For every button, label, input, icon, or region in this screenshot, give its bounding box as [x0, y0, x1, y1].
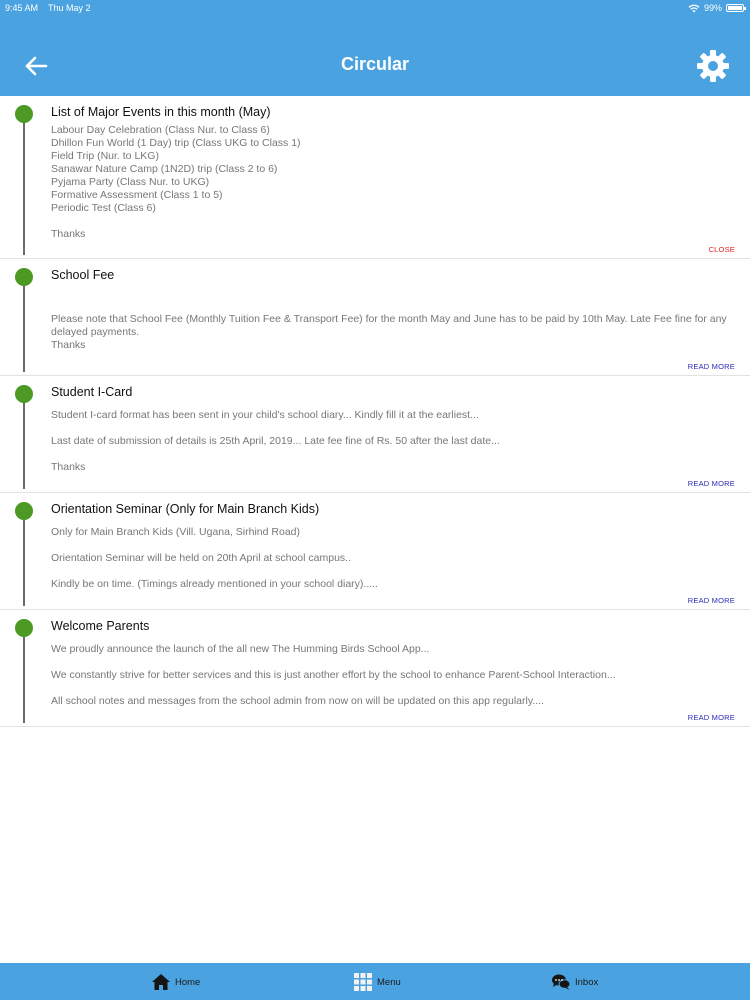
circular-list	[0, 96, 750, 727]
timeline-dot	[15, 105, 33, 123]
tab-menu[interactable]	[353, 973, 401, 991]
timeline-dot	[15, 502, 33, 520]
circular-item[interactable]	[0, 259, 750, 376]
tab-home-label: Home	[175, 976, 201, 988]
circular-body	[51, 409, 736, 474]
body-line: Thanks	[51, 228, 86, 240]
circular-title: School Fee	[51, 268, 115, 282]
timeline-line	[23, 390, 25, 489]
tab-menu-label: Menu	[377, 976, 401, 988]
body-line: Thanks	[51, 461, 86, 473]
body-line: We proudly announce the launch of the all new The Humming Birds School App...	[51, 643, 430, 655]
body-line: Only for Main Branch Kids (Vill. Ugana, Sirhind Road)	[51, 526, 301, 538]
read-more-button[interactable]: READ MORE	[687, 479, 735, 488]
timeline-dot	[15, 619, 33, 637]
chat-bubbles-icon	[551, 973, 571, 991]
body-line: Thanks	[51, 339, 86, 351]
timeline-dot	[15, 385, 33, 403]
status-time: 9:45 AM	[5, 3, 39, 13]
circular-title: List of Major Events in this month (May)	[51, 105, 271, 119]
home-icon	[151, 973, 171, 991]
grid-icon	[353, 973, 373, 991]
body-line: Student I-card format has been sent in your child's school diary... Kindly fill it at the earliest...	[51, 409, 479, 421]
body-line: Formative Assessment (Class 1 to 5)	[51, 189, 223, 201]
circular-item[interactable]	[0, 96, 750, 259]
settings-button[interactable]	[696, 49, 730, 83]
gear-icon	[697, 50, 729, 82]
circular-title: Orientation Seminar (Only for Main Branch Kids)	[51, 502, 320, 516]
timeline-dot	[15, 268, 33, 286]
status-bar	[0, 0, 750, 16]
circular-body	[51, 313, 736, 352]
body-line: Sanawar Nature Camp (1N2D) trip (Class 2 to 6)	[51, 163, 278, 175]
body-line: We constantly strive for better services and this is just another effort by the school to enhance Parent-School Interaction...	[51, 669, 616, 681]
body-line: Periodic Test (Class 6)	[51, 202, 156, 214]
page-title: Circular	[340, 54, 410, 74]
status-indicators	[688, 0, 744, 16]
body-line: Dhillon Fun World (1 Day) trip (Class UKG to Class 1)	[51, 137, 301, 149]
battery-percent: 99%	[703, 3, 722, 13]
close-button[interactable]: CLOSE	[708, 245, 735, 254]
read-more-button[interactable]: READ MORE	[687, 362, 735, 371]
read-more-button[interactable]: READ MORE	[687, 713, 735, 722]
tab-inbox[interactable]	[551, 973, 598, 991]
body-line: Orientation Seminar will be held on 20th April at school campus..	[51, 552, 351, 564]
body-line: Last date of submission of details is 25th April, 2019... Late fee fine of Rs. 50 after the last date...	[51, 435, 500, 447]
bottom-tab-bar	[0, 963, 750, 1000]
circular-item[interactable]	[0, 610, 750, 727]
body-line: Kindly be on time. (Timings already mentioned in your school diary).....	[51, 578, 379, 590]
timeline-line	[23, 507, 25, 606]
circular-body	[51, 124, 736, 241]
body-line: Pyjama Party (Class Nur. to UKG)	[51, 176, 210, 188]
timeline-line	[23, 110, 25, 255]
wifi-icon	[688, 4, 700, 13]
tab-inbox-label: Inbox	[575, 976, 599, 988]
circular-item[interactable]	[0, 493, 750, 610]
timeline-line	[23, 624, 25, 723]
battery-icon	[726, 4, 744, 12]
circular-body	[51, 526, 736, 591]
body-line: All school notes and messages from the school admin from now on will be updated on this app regularly....	[51, 695, 544, 707]
status-date: Thu May 2	[48, 3, 91, 13]
app-header	[0, 0, 750, 96]
circular-title: Student I-Card	[51, 385, 133, 399]
circular-item[interactable]	[0, 376, 750, 493]
body-line: Labour Day Celebration (Class Nur. to Class 6)	[51, 124, 270, 136]
circular-title: Welcome Parents	[51, 619, 150, 633]
body-line: Field Trip (Nur. to LKG)	[51, 150, 159, 162]
read-more-button[interactable]: READ MORE	[687, 596, 735, 605]
tab-home[interactable]	[151, 973, 200, 991]
body-line: Please note that School Fee (Monthly Tuition Fee & Transport Fee) for the month May and June has to be paid by 10th May. Late Fee fine for any delayed payments.	[51, 313, 727, 338]
circular-body	[51, 643, 736, 708]
timeline-line	[23, 273, 25, 372]
